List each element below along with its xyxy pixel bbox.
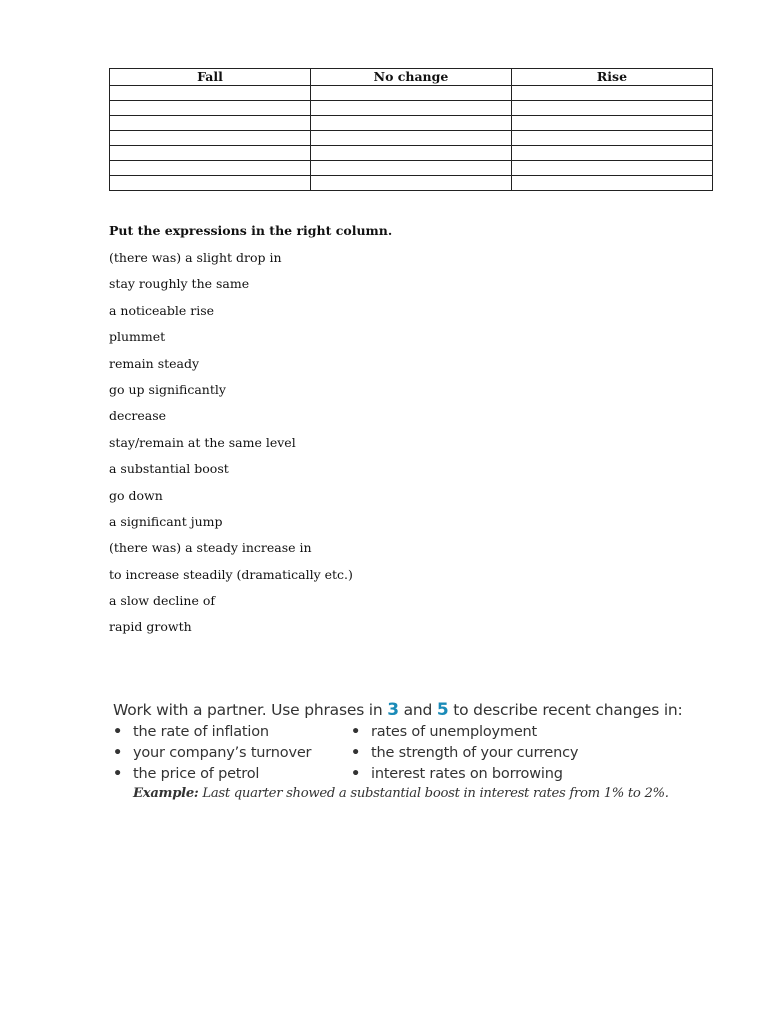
table-cell: [311, 176, 512, 191]
topic-text: the strength of your currency: [371, 745, 579, 761]
expression-item: rapid growth: [109, 619, 192, 635]
expression-list: [109, 250, 353, 646]
table-cell: [110, 131, 311, 146]
table-cell: [512, 131, 713, 146]
table-cell: [110, 176, 311, 191]
expression-item: a slow decline of: [109, 593, 216, 609]
table-cell: [110, 86, 311, 101]
task-heading-end: to describe recent changes in:: [448, 701, 683, 719]
table-row: [110, 146, 713, 161]
table-cell: [110, 101, 311, 116]
bullet-icon: •: [113, 745, 123, 761]
topic-bullets: [113, 722, 693, 785]
table-cell: [311, 146, 512, 161]
table-body: [110, 86, 713, 191]
column-header-fall: Fall: [110, 69, 311, 86]
table-row: [110, 131, 713, 146]
bullet-icon: •: [113, 766, 123, 782]
expression-item: decrease: [109, 408, 167, 424]
table-row: [110, 86, 713, 101]
partner-task: [113, 699, 693, 802]
sorting-table: [109, 68, 713, 191]
expression-item: (there was) a steady increase in: [109, 540, 312, 556]
topic-text: rates of unemployment: [371, 724, 538, 740]
task-heading-middle: and: [398, 701, 437, 719]
bullet-icon: •: [351, 766, 361, 782]
table-header-row: [110, 69, 713, 86]
table-cell: [110, 146, 311, 161]
task-heading-start: Work with a partner. Use phrases in: [113, 701, 388, 719]
column-header-no-change: No change: [311, 69, 512, 86]
topic-item: [113, 743, 351, 764]
expression-item: a substantial boost: [109, 461, 229, 477]
expression-item: stay roughly the same: [109, 276, 250, 292]
example-label: Example:: [133, 786, 199, 801]
bullet-icon: •: [351, 745, 361, 761]
table-cell: [512, 176, 713, 191]
instruction-text: Put the expressions in the right column.: [109, 223, 393, 238]
expression-item: remain steady: [109, 355, 200, 371]
expression-item: to increase steadily (dramatically etc.): [109, 566, 353, 582]
topic-text: the price of petrol: [133, 766, 260, 782]
topic-item: [351, 764, 578, 785]
expression-item: a significant jump: [109, 513, 223, 529]
expression-item: plummet: [109, 329, 166, 345]
table-cell: [512, 101, 713, 116]
topic-item: [351, 743, 578, 764]
column-header-rise: Rise: [512, 69, 713, 86]
topic-text: interest rates on borrowing: [371, 766, 563, 782]
table-row: [110, 101, 713, 116]
table-cell: [110, 161, 311, 176]
exercise-ref-5: 5: [436, 700, 449, 720]
table-cell: [311, 161, 512, 176]
bullet-icon: •: [351, 724, 361, 740]
expression-item: a noticeable rise: [109, 302, 215, 318]
topic-text: your company’s turnover: [133, 745, 312, 761]
expression-item: (there was) a slight drop in: [109, 250, 282, 265]
topic-item: [113, 722, 351, 743]
table-cell: [512, 116, 713, 131]
bullet-column-right: [351, 722, 578, 785]
task-heading: [113, 699, 693, 721]
table-row: [110, 176, 713, 191]
table-cell: [512, 146, 713, 161]
table-cell: [512, 86, 713, 101]
topic-text: the rate of inflation: [133, 724, 269, 740]
topic-item: [113, 764, 351, 785]
table-cell: [311, 101, 512, 116]
topic-item: [351, 722, 578, 743]
example-sentence: [133, 785, 693, 802]
table-cell: [512, 161, 713, 176]
table-cell: [110, 116, 311, 131]
table-cell: [311, 116, 512, 131]
table-cell: [311, 131, 512, 146]
expression-item: stay/remain at the same level: [109, 434, 296, 450]
expression-item: go up significantly: [109, 381, 226, 397]
table-cell: [311, 86, 512, 101]
exercise-ref-3: 3: [387, 700, 399, 720]
bullet-icon: •: [113, 724, 123, 740]
expression-item: go down: [109, 487, 163, 503]
example-text: Last quarter showed a substantial boost in interest rates from 1% to 2%.: [198, 786, 669, 801]
table-row: [110, 116, 713, 131]
table-row: [110, 161, 713, 176]
bullet-column-left: [113, 722, 351, 785]
